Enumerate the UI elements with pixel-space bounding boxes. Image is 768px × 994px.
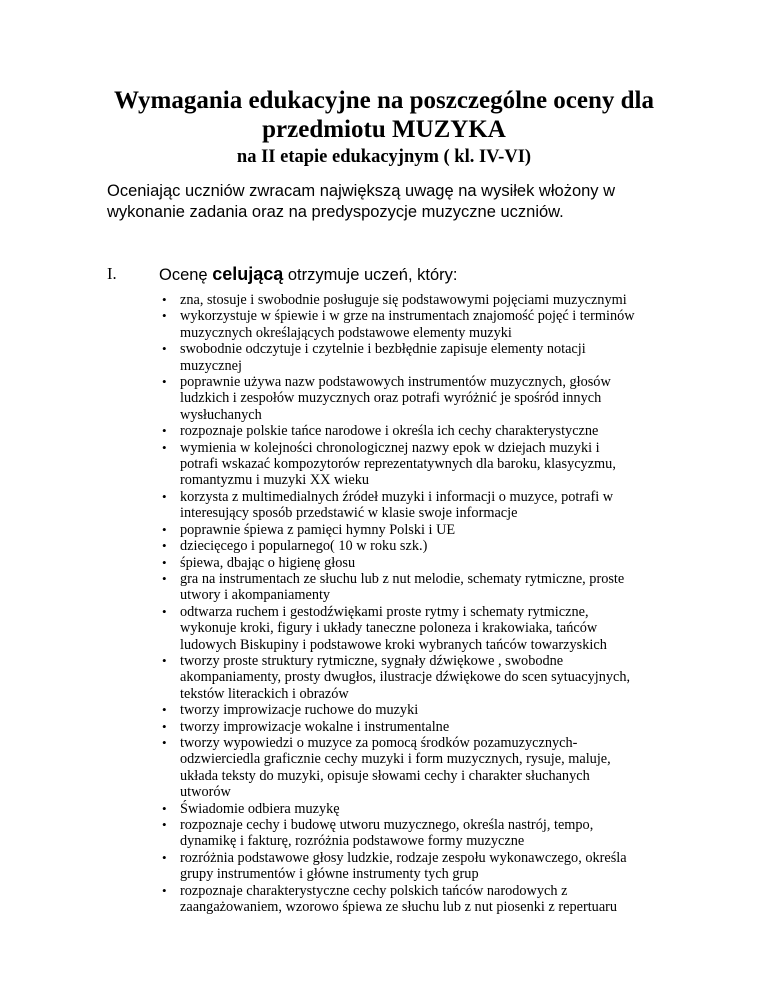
list-item-line: dziecięcego i popularnego( 10 w roku szk.) — [180, 538, 428, 555]
intro-paragraph — [107, 181, 687, 223]
list-item — [162, 734, 678, 801]
bullet-icon: • — [162, 817, 167, 832]
list-item — [162, 817, 678, 850]
bullet-icon: • — [162, 603, 167, 619]
bullet-icon: • — [162, 882, 167, 898]
list-item-line: ludzkich i zespołów muzycznych oraz potrafi wyróżnić je spośród innych — [180, 390, 602, 407]
list-item-line: utwory i akompaniamenty — [180, 587, 331, 604]
list-item-line: odzwierciedla graficznie cechy muzyki i form muzycznych, rysuje, maluje, — [180, 751, 611, 768]
list-item-line: rozróżnia podstawowe głosy ludzkie, rodzaje zespołu wykonawczego, określa — [180, 849, 627, 866]
list-item — [162, 800, 678, 817]
list-item — [162, 341, 678, 374]
bullet-icon: • — [162, 374, 167, 390]
list-item — [162, 603, 678, 653]
list-item-line: akompaniamenty, prosty dwugłos, ilustracje dźwiękowe do scen sytuacyjnych, — [180, 669, 631, 686]
intro-line-2: wykonanie zadania oraz na predyspozycje muzyczne uczniów. — [107, 203, 564, 221]
bullet-icon: • — [162, 308, 167, 324]
bullet-icon: • — [162, 849, 167, 865]
list-item-line: śpiewa, dbając o higienę głosu — [180, 554, 356, 571]
list-item — [162, 308, 678, 341]
list-item-line: wykonuje kroki, figury i układy taneczne poloneza i krakowiaka, tańców — [180, 620, 598, 637]
bullet-icon: • — [162, 538, 167, 554]
page-subtitle: na II etapie edukacyjnym ( kl. IV-VI) — [236, 147, 532, 167]
list-item — [162, 423, 678, 440]
title-line-1: Wymagania edukacyjne na poszczególne oceny dla — [113, 87, 655, 114]
list-item-line: zaangażowaniem, wzorowo śpiewa ze słuchu lub z nut piosenki z repertuaru — [180, 899, 618, 916]
list-item — [162, 538, 678, 555]
list-item-line: utworów — [180, 784, 231, 801]
list-item — [162, 702, 678, 719]
bullet-icon: • — [162, 292, 167, 307]
list-item — [162, 570, 678, 604]
list-item-line: tworzy wypowiedzi o muzyce za pomocą środków pozamuzycznych- — [180, 734, 578, 751]
list-item-line: wymienia w kolejności chronologicznej nazwy epok w dziejach muzyki i — [180, 439, 600, 456]
list-item — [162, 554, 678, 571]
list-item-line: rozpoznaje charakterystyczne cechy polskich tańców narodowych z — [180, 882, 568, 899]
bullet-icon: • — [162, 652, 167, 668]
title-line-2: przedmiotu MUZYKA — [262, 116, 506, 143]
list-item-line: odtwarza ruchem i gestodźwiękami proste rytmy i schematy rytmiczne, — [180, 603, 589, 620]
list-item-line: tekstów literackich i obrazów — [180, 685, 349, 702]
list-item-line: rozpoznaje cechy i budowę utworu muzycznego, określa nastrój, tempo, — [180, 817, 594, 833]
list-item-line: tworzy improwizacje ruchowe do muzyki — [180, 702, 419, 719]
list-item-line: muzycznych określających podstawowe elementy muzyki — [180, 324, 512, 341]
bullet-icon: • — [162, 554, 167, 570]
list-item — [162, 374, 678, 423]
list-item — [162, 292, 678, 308]
list-item-line: swobodnie odczytuje i czytelnie i bezbłędnie zapisuje elementy notacji — [180, 341, 586, 358]
list-item-line: potrafi wskazać kompozytorów reprezentatywnych dla baroku, klasycyzmu, — [180, 456, 616, 473]
list-item — [162, 718, 678, 735]
list-item-line: rozpoznaje polskie tańce narodowe i określa ich cechy charakterystyczne — [180, 423, 599, 440]
list-item-line: tworzy proste struktury rytmiczne, sygnały dźwiękowe , swobodne — [180, 652, 564, 669]
bullet-icon: • — [162, 734, 167, 750]
list-item — [162, 488, 678, 522]
bullet-icon: • — [162, 570, 167, 586]
list-item — [162, 521, 678, 538]
list-item-line: gra na instrumentach ze słuchu lub z nut melodie, schematy rytmiczne, proste — [180, 570, 625, 587]
list-item — [162, 439, 678, 489]
bullet-icon: • — [162, 521, 167, 537]
list-item-line: tworzy improwizacje wokalne i instrumentalne — [180, 718, 450, 735]
list-item-line: zna, stosuje i swobodnie posługuje się podstawowymi pojęciami muzycznymi — [180, 292, 627, 308]
list-item-line: ludowych Biskupiny i podstawowe kroki wybranych tańców towarzyskich — [180, 636, 607, 653]
bullet-icon: • — [162, 488, 167, 504]
requirements-list — [162, 292, 678, 916]
bullet-icon: • — [162, 341, 167, 357]
list-item-line: wykorzystuje w śpiewie i w grze na instrumentach znajomość pojęć i terminów — [180, 308, 635, 325]
bullet-icon: • — [162, 718, 167, 734]
section-number: I. — [107, 264, 117, 283]
list-item-line: korzysta z multimedialnych źródeł muzyki i informacji o muzyce, potrafi w — [180, 488, 614, 505]
list-item-line: grupy instrumentów i główne instrumenty tych grup — [180, 866, 479, 883]
list-item-line: Świadomie odbiera muzykę — [180, 800, 340, 817]
section-heading-text — [159, 263, 458, 286]
list-item — [162, 882, 678, 916]
list-item — [162, 849, 678, 883]
list-item-line: wysłuchanych — [180, 406, 262, 423]
list-item-line: muzycznej — [180, 357, 242, 374]
heading-prefix: Ocenę — [159, 266, 213, 284]
grade-name: celującą — [212, 264, 284, 284]
bullet-icon: • — [162, 800, 167, 816]
list-item — [162, 652, 678, 702]
bullet-icon: • — [162, 439, 167, 455]
intro-line-1: Oceniając uczniów zwracam największą uwagę na wysiłek włożony w — [107, 182, 616, 200]
list-item-line: poprawnie używa nazw podstawowych instrumentów muzycznych, głosów — [180, 374, 611, 391]
page-title — [0, 86, 768, 144]
bullet-icon: • — [162, 423, 167, 439]
list-item-line: interesujący sposób przedstawić w klasie swoje informacje — [180, 505, 518, 522]
list-item-line: układa teksty do muzyki, opisuje słowami cechy i charakter słuchanych — [180, 767, 590, 784]
bullet-icon: • — [162, 702, 167, 718]
list-item-line: romantyzmu i muzyki XX wieku — [180, 472, 370, 489]
list-item-line: dynamikę i fakturę, rozróżnia podstawowe formy muzyczne — [180, 833, 525, 850]
heading-suffix: otrzymuje uczeń, który: — [283, 266, 458, 284]
list-item-line: poprawnie śpiewa z pamięci hymny Polski i UE — [180, 521, 456, 538]
